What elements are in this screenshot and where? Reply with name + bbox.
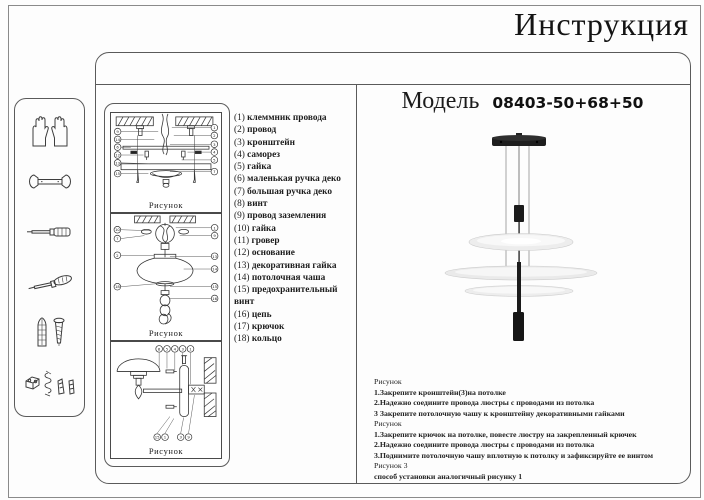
figure-3-caption: Рисунок [148,446,184,456]
callout: 15 [154,434,160,440]
gloves-icon [24,111,76,151]
part-item: (9) провод заземления [234,211,327,222]
instruction-line: 3.Поднимите потолочную чашу вплотную к потолку и зафиксируйте ее винтом [374,450,654,460]
callout: 15 [115,171,121,177]
awl-icon [24,263,76,303]
instructions [374,377,688,482]
callout: 6 [116,144,119,150]
tools-sidebar [14,98,85,417]
wrench-icon [24,162,76,202]
part-item: (1) клеммник провода [234,113,327,123]
part-item: (16) цепь [234,309,272,320]
callout: 15 [212,284,218,290]
part-item: (11) гровер [234,235,280,246]
instruction-line: 1.Закрепите крючок на потолке, повесте люстру на закрепленный крючек [374,429,637,439]
header-divider [96,84,690,85]
part-item: (2) провод [234,125,277,136]
model-label: Модель [401,88,480,114]
callout: 3 [213,141,216,147]
parts-list [234,112,358,346]
callout: 7 [213,169,216,175]
callout: 9 [116,129,119,135]
part-item: (15) предохранительный винт [234,285,338,308]
instruction-line: Рисунок 3 [374,461,408,470]
screwdriver-icon [24,212,76,252]
model-row [356,88,689,115]
instruction-line: Рисунок [374,377,402,386]
figure-2-hook-mount-diagram [111,214,221,326]
callout: 1 [213,125,216,131]
figure-1-caption: Рисунок [148,200,184,210]
part-item: (8) винт [234,199,268,210]
part-item: (7) большая ручка деко [234,186,333,197]
callout: 18 [114,284,120,290]
figure-1-panel [110,112,222,213]
callout: 4 [173,346,177,352]
callout: 1 [189,346,192,352]
callout: 2 [213,132,216,138]
callout: 13 [212,253,218,259]
instruction-line: 2.Надежно соедините провода люстры с проводами из потолка [374,398,595,407]
callout: 1 [213,225,216,231]
callout: 3 [181,346,184,352]
part-item: (4) саморез [234,149,280,160]
part-item: (12) основание [234,248,295,259]
page-title: Инструкция [514,6,689,42]
callout: 16 [212,295,218,301]
figure-3-panel [110,341,222,459]
callout: 14 [212,266,218,272]
figure-1-ceiling-mount-diagram [111,113,221,199]
callout: 7 [116,236,119,242]
part-item: (5) гайка [234,162,272,173]
callout: 5 [213,157,216,163]
instruction-line: способ установки аналогичный рисунку 1 [374,471,523,481]
callout: 9 [187,434,190,440]
dowel-screw-icon [24,313,76,353]
callout: 3 [179,434,182,440]
figures-column [104,103,230,467]
instruction-line: 1.Закрепите кронштейн(3)на потолке [374,387,506,397]
pendant-lamp-photo [435,128,605,363]
instruction-line: 2.Надежно соедините провода люстры с проводами из потолка [374,440,595,449]
callout: 9 [213,233,216,239]
callout: 6 [157,346,161,352]
instruction-line: Рисунок [374,419,402,428]
callout: 5 [165,346,169,352]
figure-3-wall-mount-diagram [111,342,221,444]
callout: 4 [213,149,216,155]
part-item: (10) гайка [234,223,276,234]
callout: 12 [115,152,121,158]
figure-2-panel [110,213,222,341]
figure-2-caption: Рисунок [148,328,184,338]
part-item: (18) кольцо [234,334,282,345]
callout: 10 [114,227,120,233]
callout: 2 [116,252,119,258]
part-item: (6) маленькая ручка деко [234,174,341,185]
callout: 14 [115,136,121,142]
part-item: (17) крючок [234,322,285,333]
part-item: (14) потолочная чаша [234,272,326,283]
fasteners-icon [24,364,76,404]
part-item: (13) декоративная гайка [234,260,337,271]
callout: 1 [163,434,167,440]
part-item: (3) кронштейн [234,137,295,148]
model-number: 08403-50+68+50 [492,94,644,112]
callout: 13 [115,160,121,166]
instruction-line: 3 Закрепите потолочную чашу к кронштейну декоративными гайками [374,408,625,418]
